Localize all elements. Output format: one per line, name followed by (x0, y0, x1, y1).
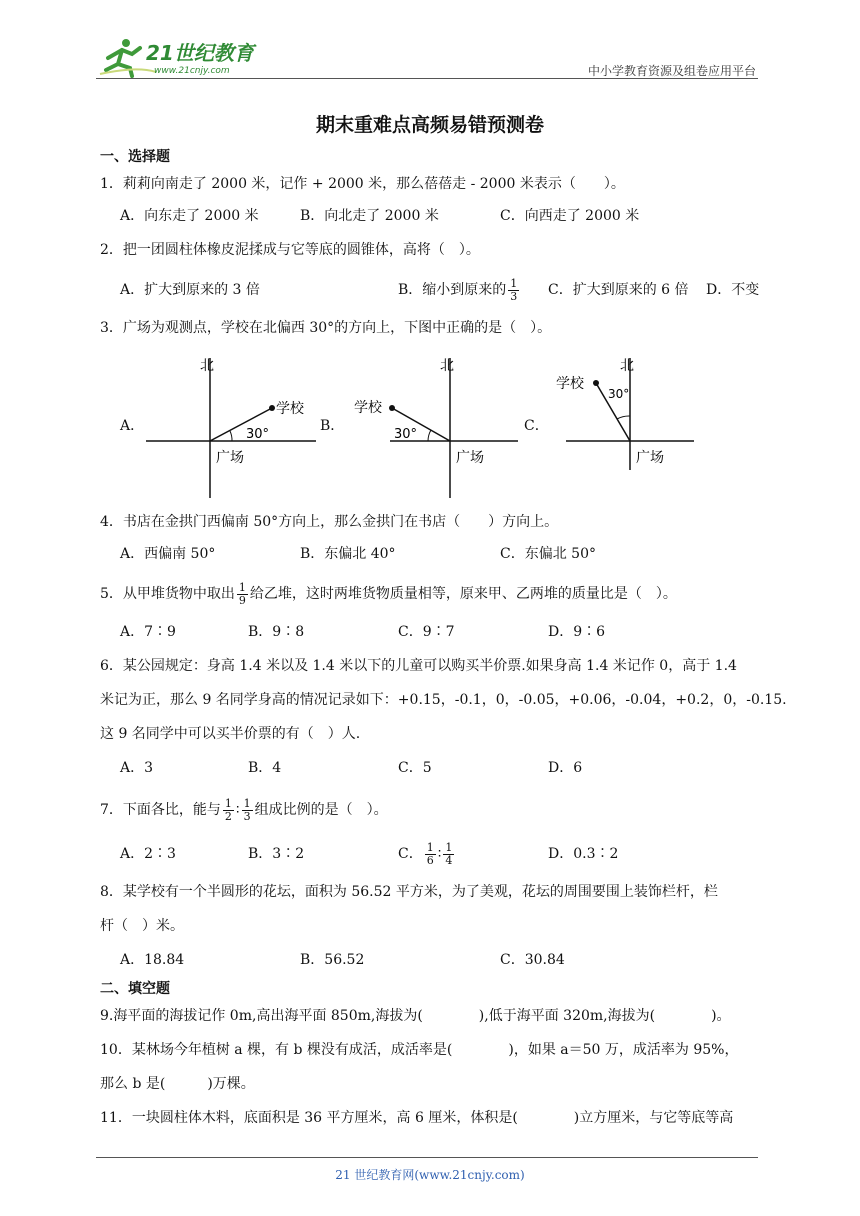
q6-option-b: B．4 (248, 760, 282, 776)
question-11: 11．一块圆柱体木料，底面积是 36 平方厘米，高 6 厘米，体积是( )立方厘米，与它等底等高 (100, 1110, 734, 1126)
footer-source[interactable]: 21 世纪教育网(www.21cnjy.com) (335, 1168, 525, 1182)
svg-text:30°: 30° (246, 427, 270, 442)
q1-option-a: A．向东走了 2000 米 (120, 208, 259, 224)
svg-text:北: 北 (200, 358, 214, 374)
question-10-line-2: 那么 b 是( )万棵。 (100, 1076, 255, 1092)
svg-text:30°: 30° (608, 387, 630, 401)
q2-option-a: A．扩大到原来的 3 倍 (120, 282, 260, 298)
q5-option-d: D．9∶6 (548, 624, 606, 640)
question-2: 2．把一团圆柱体橡皮泥揉成与它等底的圆锥体，高将（ ）。 (100, 242, 480, 258)
q4-option-b: B．东偏北 40° (300, 546, 396, 562)
svg-text:学校: 学校 (556, 376, 584, 392)
question-8-line-1: 8．某学校有一个半圆形的花坛，面积为 56.52 平方米，为了美观，花坛的周围要围上装饰栏杆，栏 (100, 884, 718, 900)
q3-diagram-c (554, 350, 704, 472)
q1-option-b: B．向北走了 2000 米 (300, 208, 439, 224)
question-6-line-2: 米记为正，那么 9 名同学身高的情况记录如下：+0.15，-0.1，0，-0.05，+0.06，-0.04，+0.2，0，-0.15. (100, 692, 787, 708)
svg-text:广场: 广场 (456, 450, 484, 466)
svg-text:广场: 广场 (216, 450, 244, 466)
svg-text:广场: 广场 (636, 450, 664, 466)
svg-text:30°: 30° (394, 427, 418, 442)
q6-option-c: C．5 (398, 760, 432, 776)
q6-option-a: A．3 (120, 760, 154, 776)
svg-text:21世纪教育: 21世纪教育 (146, 41, 254, 65)
footer-divider (96, 1157, 758, 1158)
q7-option-b: B．3∶2 (248, 846, 305, 862)
question-5: 5．从甲堆货物中取出 $\frac{1}{9}$ 给乙堆，这时两堆货物质量相等，原来甲、乙两堆的质量比是（ ）。 (100, 580, 677, 607)
svg-text:学校: 学校 (276, 401, 304, 417)
q7-option-d: D．0.3∶2 (548, 846, 619, 862)
svg-text:北: 北 (620, 358, 634, 374)
q3-diagram-a (140, 350, 320, 502)
site-logo (96, 36, 266, 80)
section-heading-choice: 一、选择题 (100, 149, 170, 165)
q5-option-a: A．7∶9 (120, 624, 176, 640)
question-10-line-1: 10．某林场今年植树 a 棵，有 b 棵没有成活，成活率是( )，如果 a＝50 万，成活率为 95%， (100, 1042, 739, 1058)
q5-option-c: C．9∶7 (398, 624, 455, 640)
q2-option-b: B．缩小到原来的 $\frac{1}{3}$ (398, 276, 518, 303)
q4-option-c: C．东偏北 50° (500, 546, 596, 562)
q7-option-a: A．2∶3 (120, 846, 176, 862)
q1-option-c: C．向西走了 2000 米 (500, 208, 640, 224)
question-1: 1．莉莉向南走了 2000 米，记作 + 2000 米，那么蓓蓓走 - 2000 米表示（ ）。 (100, 176, 625, 192)
q4-option-a: A．西偏南 50° (120, 546, 216, 562)
question-9: 9.海平面的海拔记作 0m,高出海平面 850m,海拔为( ),低于海平面 320m,海拔为( )。 (100, 1008, 731, 1024)
svg-text:学校: 学校 (354, 400, 382, 416)
q7-option-c: C． $\frac{1}{6}$ ∶ $\frac{1}{4}$ (398, 840, 453, 867)
section-heading-fill-in: 二、填空题 (100, 981, 170, 997)
q8-option-a: A．18.84 (120, 952, 185, 968)
svg-text:www.21cnjy.com: www.21cnjy.com (154, 66, 230, 76)
question-6-line-3: 这 9 名同学中可以买半价票的有（ ）人. (100, 726, 361, 742)
q2-option-d: D．不变 (706, 282, 760, 298)
q6-option-d: D．6 (548, 760, 583, 776)
svg-text:北: 北 (440, 358, 454, 374)
q3-option-b: B． (320, 418, 345, 434)
question-3: 3．广场为观测点，学校在北偏西 30°的方向上，下图中正确的是（ ）。 (100, 320, 552, 336)
question-8-line-2: 杆（ ）米。 (100, 918, 184, 934)
header-divider (96, 78, 758, 79)
q3-diagram-b (352, 350, 522, 502)
page-title: 期末重难点高频易错预测卷 (315, 114, 544, 136)
q8-option-b: B．56.52 (300, 952, 365, 968)
q5-option-b: B．9∶8 (248, 624, 305, 640)
q3-option-c: C． (524, 418, 549, 434)
q8-option-c: C．30.84 (500, 952, 565, 968)
question-6-line-1: 6．某公园规定：身高 1.4 米以及 1.4 米以下的儿童可以购买半价票.如果身高 1.4 米记作 0，高于 1.4 (100, 658, 737, 674)
question-7: 7．下面各比，能与 $\frac{1}{2}$ ∶ $\frac{1}{3}$ 组成比例的是（ ）。 (100, 796, 388, 823)
question-4: 4．书店在金拱门西偏南 50°方向上，那么金拱门在书店（ ）方向上。 (100, 514, 559, 530)
q2-option-c: C．扩大到原来的 6 倍 (548, 282, 689, 298)
platform-name: 中小学教育资源及组卷应用平台 (587, 64, 756, 78)
q3-option-a: A． (120, 418, 145, 434)
